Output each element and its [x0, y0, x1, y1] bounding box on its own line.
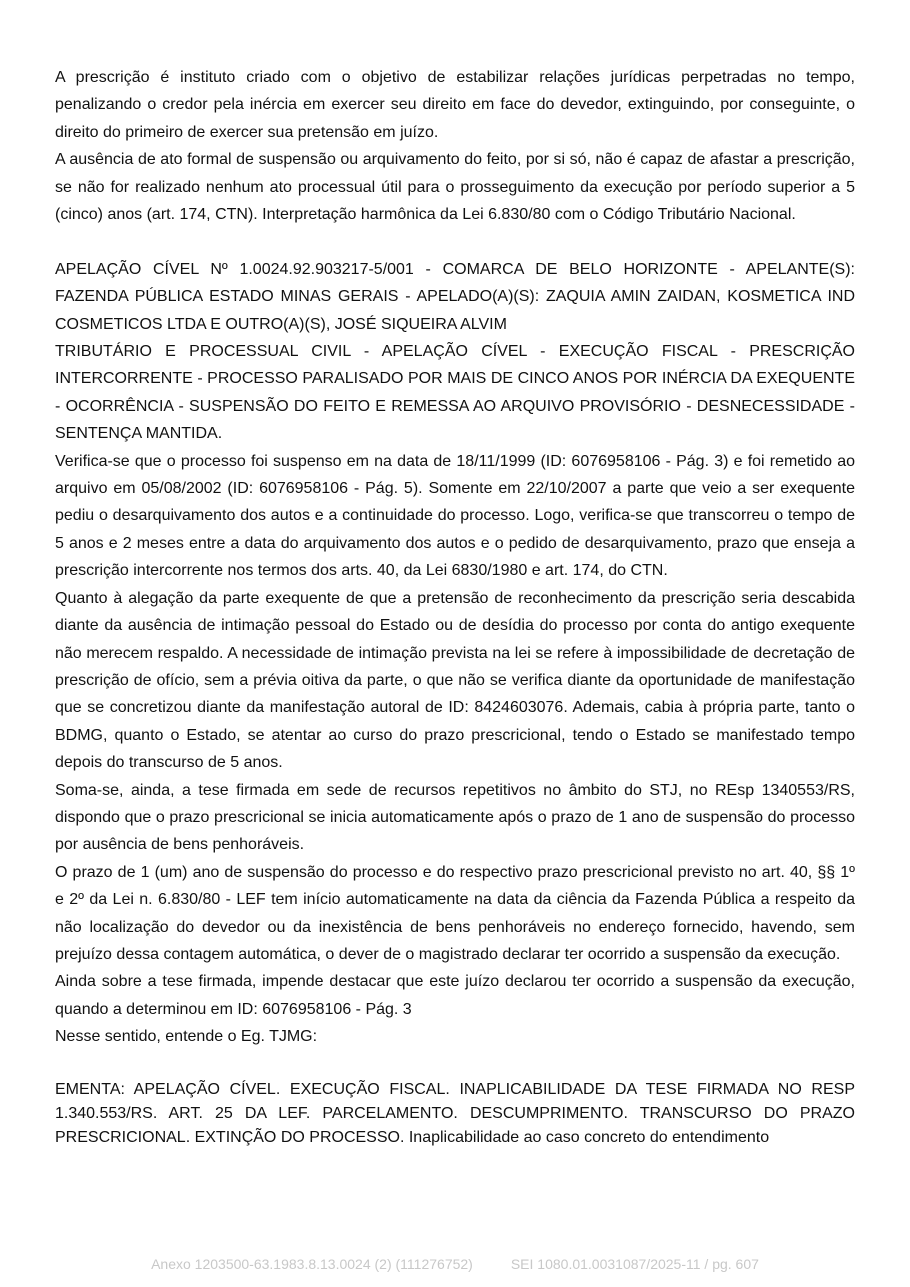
paragraph-stj-thesis: Soma-se, ainda, a tese firmada em sede de recursos repetitivos no âmbito do STJ, no REsp 1340553/RS, dispondo que o prazo prescricional se inicia automaticamente após o prazo de 1 ano de suspensão do processo por ausência de bens penhoráveis. — [55, 781, 855, 854]
paragraph-prescription-definition: A prescrição é instituto criado com o objetivo de estabilizar relações jurídicas perpetradas no tempo, penalizando o credor pela inércia em exercer seu direito em face do devedor, extinguindo, por conseguinte, o direito do primeiro de exercer sua pretensão em juízo. — [55, 69, 855, 141]
paragraph-spacer — [55, 228, 855, 255]
paragraph-appeal-headnote: TRIBUTÁRIO E PROCESSUAL CIVIL - APELAÇÃO CÍVEL - EXECUÇÃO FISCAL - PRESCRIÇÃO INTERCORRENTE - PROCESSO PARALISADO POR MAIS DE CINCO ANOS POR INÉRCIA DA EXEQUENTE - OCORRÊNCIA - SUSPENSÃO DO FEITO E REMESSA AO ARQUIVO PROVISÓRIO - DESNECESSIDADE - SENTENÇA MANTIDA. — [55, 343, 855, 443]
document-body — [55, 64, 855, 1150]
footer-sei-reference: SEI 1080.01.0031087/2025-11 / pg. 607 — [510, 1256, 759, 1272]
paragraph-spacer — [55, 1051, 855, 1078]
paragraph-suspension-declared: Ainda sobre a tese firmada, impende destacar que este juízo declarou ter ocorrido a suspensão da execução, quando a determinou em ID: 6076958106 - Pág. 3 — [55, 973, 855, 1018]
paragraph-intimation-argument: Quanto à alegação da parte exequente de que a pretensão de reconhecimento da prescrição seria descabida diante da ausência de intimação pessoal do Estado ou de desídia do processo por conta do antigo exequente não merecem respaldo. A necessidade de intimação prevista na lei se refere à impossibilidade de decretação de prescrição de ofício, sem a prévia oitiva da parte, o que não se verifica diante da oportunidade de manifestação que se concretizou diante da manifestação autoral de ID: 8424603076. Ademais, cabia à própria parte, tanto o BDMG, quanto o Estado, se atentar ao curso do prazo prescricional, tendo o Estado se manifestado tempo depois do transcurso de 5 anos. — [55, 589, 855, 772]
paragraph-dates-verification: Verifica-se que o processo foi suspenso em na data de 18/11/1999 (ID: 6076958106 - Pág. 3) e foi remetido ao arquivo em 05/08/2002 (ID: 6076958106 - Pág. 5). Somente em 22/10/2007 a parte que veio a ser exequente pediu o desarquivamento dos autos e a continuidade do processo. Logo, verifica-se que transcorreu o tempo de 5 anos e 2 meses entre a data do arquivamento dos autos e o pedido de desarquivamento, prazo que enseja a prescrição intercorrente nos termos dos arts. 40, da Lei 6830/1980 e art. 174, do CTN. — [55, 452, 855, 580]
paragraph-absence-of-formal-act: A ausência de ato formal de suspensão ou arquivamento do feito, por si só, não é capaz de afastar a prescrição, se não for realizado nenhum ato processual útil para o prosseguimento da execução por período superior a 5 (cinco) anos (art. 174, CTN). Interpretação harmônica da Lei 6.830/80 com o Código Tributário Nacional. — [55, 151, 855, 224]
paragraph-tjmg-intro: Nesse sentido, entende o Eg. TJMG: — [55, 1028, 318, 1046]
paragraph-ementa: EMENTA: APELAÇÃO CÍVEL. EXECUÇÃO FISCAL. INAPLICABILIDADE DA TESE FIRMADA NO RESP 1.340.553/RS. ART. 25 DA LEF. PARCELAMENTO. DESCUMPRIMENTO. TRANSCURSO DO PRAZO PRESCRICIONAL. EXTINÇÃO DO PROCESSO. Inaplicabilidade ao caso concreto do entendimento — [55, 1081, 855, 1146]
paragraph-appeal-header: APELAÇÃO CÍVEL Nº 1.0024.92.903217-5/001 - COMARCA DE BELO HORIZONTE - APELANTE(S): FAZENDA PÚBLICA ESTADO MINAS GERAIS - APELADO(A)(S): ZAQUIA AMIN ZAIDAN, KOSMETICA IND COSMETICOS LTDA E OUTRO(A)(S), JOSÉ SIQUEIRA ALVIM — [55, 260, 855, 333]
footer-annex-reference: Anexo 1203500-63.1983.8.13.0024 (2) (111276752) — [151, 1256, 473, 1272]
page-footer — [0, 1256, 910, 1272]
paragraph-suspension-period: O prazo de 1 (um) ano de suspensão do processo e do respectivo prazo prescricional previsto no art. 40, §§ 1º e 2º da Lei n. 6.830/80 - LEF tem início automaticamente na data da ciência da Fazenda Pública a respeito da não localização do devedor ou da inexistência de bens penhoráveis no endereço fornecido, havendo, sem prejuízo dessa contagem automática, o dever de o magistrado declarar ter ocorrido a suspensão da execução. — [55, 863, 855, 963]
